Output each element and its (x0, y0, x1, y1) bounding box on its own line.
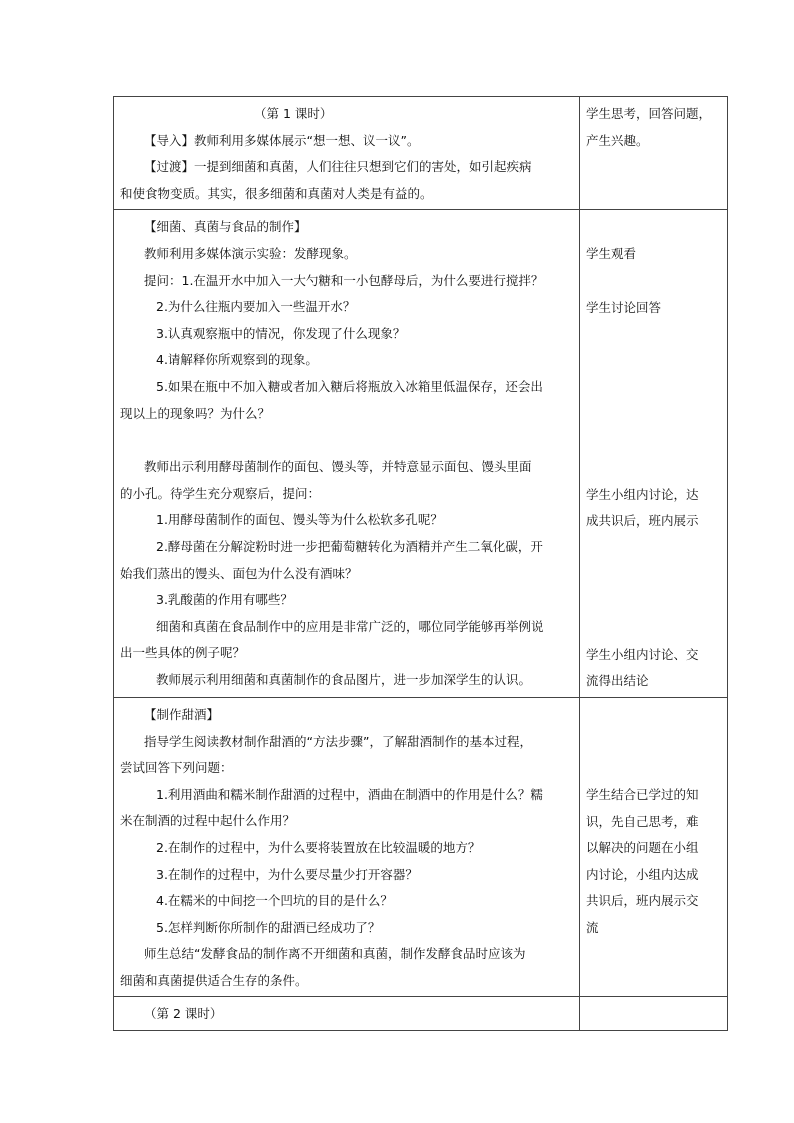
text-line: 现以上的现象吗？为什么？ (120, 405, 271, 421)
text-line: 【过渡】一提到细菌和真菌，人们往往只想到它们的害处，如引起疾病 (144, 159, 532, 175)
text-line: 教师展示利用细菌和真菌制作的食品图片，进一步加深学生的认识。 (156, 671, 532, 687)
section-heading: 【制作甜酒】 (144, 706, 220, 722)
text-line: 尝试回答下列问题： (120, 760, 233, 776)
blank-line (586, 268, 722, 295)
student-activity-cell (580, 697, 728, 997)
text-line: 学生结合已学过的知 (586, 786, 699, 802)
text-line: 学生小组内讨论、交 (586, 646, 699, 662)
text-line: 学生小组内讨论，达 (586, 486, 699, 502)
text-line: 师生总结“发酵食品的制作离不开细菌和真菌，制作发酵食品时应该为 (144, 946, 526, 962)
lesson-plan-table (113, 96, 728, 1031)
text-line: 5.怎样判断你所制作的甜酒已经成功了？ (156, 919, 381, 935)
text-line: 5.如果在瓶中不加入糖或者加入糖后将瓶放入冰箱里低温保存，还会出 (156, 378, 543, 394)
text-line: 4.在糯米的中间挖一个凹坑的目的是什么？ (156, 893, 393, 909)
text-line: 学生讨论回答 (586, 299, 662, 315)
text-line: 提问：1.在温开水中加入一大勺糖和一小包酵母后，为什么要进行搅拌？ (144, 272, 544, 288)
section-heading: 【细菌、真菌与食品的制作】 (144, 219, 307, 235)
table-row (114, 97, 728, 210)
teacher-activity-cell (114, 210, 580, 698)
text-line: 教师利用多媒体演示实验：发酵现象。 (144, 245, 357, 261)
text-line: 2.为什么往瓶内要加入一些温开水？ (156, 299, 356, 315)
table-row (114, 997, 728, 1031)
text-line: 教师出示利用酵母菌制作的面包、馒头等，并特意显示面包、馒头里面 (144, 459, 532, 475)
blank-line (120, 427, 573, 454)
text-line: 4.请解释你所观察到的现象。 (156, 352, 318, 368)
text-line: 产生兴趣。 (586, 132, 649, 148)
text-line: 1.利用酒曲和糯米制作甜酒的过程中，酒曲在制酒中的作用是什么？糯 (156, 786, 543, 802)
student-activity-cell (580, 210, 728, 698)
text-line: 学生思考，回答问题， (586, 106, 712, 121)
text-line: 流得出结论 (586, 673, 649, 689)
blank-line (586, 214, 722, 241)
text-line: 的小孔。待学生充分观察后，提问： (120, 485, 321, 501)
text-line: 指导学生阅读教材制作甜酒的“方法步骤”，了解甜酒制作的基本过程， (144, 733, 532, 749)
table-row (114, 210, 728, 698)
teacher-activity-cell (114, 997, 580, 1031)
text-line: 2.在制作的过程中，为什么要将装置放在比较温暖的地方？ (156, 839, 481, 855)
teacher-activity-cell (114, 97, 580, 210)
text-line: 和使食物变质。其实，很多细菌和真菌对人类是有益的。 (120, 185, 433, 201)
text-line: 3.认真观察瓶中的情况，你发现了什么现象？ (156, 325, 406, 341)
text-line: 出一些具体的例子呢？ (120, 645, 246, 661)
student-activity-cell (580, 97, 728, 210)
text-line: 【导入】教师利用多媒体展示“想一想、议一议”。 (144, 132, 420, 148)
table-row (114, 697, 728, 997)
text-line: 3.在制作的过程中，为什么要尽量少打开容器？ (156, 866, 418, 882)
text-line: 流 (586, 919, 599, 935)
text-line: 2.酵母菌在分解淀粉时进一步把葡萄糖转化为酒精并产生二氧化碳，开 (156, 538, 543, 554)
teacher-activity-cell (114, 697, 580, 997)
text-line: 以解决的问题在小组 (586, 840, 699, 856)
text-line: 细菌和真菌提供适合生存的条件。 (120, 972, 308, 988)
text-line: 内讨论，小组内达成 (586, 866, 699, 882)
text-line: 米在制酒的过程中起什么作用？ (120, 813, 296, 829)
text-line: 共识后，班内展示交 (586, 893, 699, 909)
text-line: 细菌和真菌在食品制作中的应用是非常广泛的，哪位同学能够再举例说 (156, 618, 544, 634)
text-line: 成共识后，班内展示 (586, 513, 699, 529)
blank-line (586, 615, 722, 642)
blank-line (586, 535, 722, 615)
text-line: 识，先自己思考，难 (586, 813, 699, 829)
blank-line (586, 322, 722, 402)
student-activity-cell (580, 997, 728, 1031)
text-line: 学生观看 (586, 246, 637, 262)
blank-line (586, 702, 722, 782)
text-line: 1.用酵母菌制作的面包、馒头等为什么松软多孔呢？ (156, 512, 443, 528)
period-heading: （第 2 课时） (144, 1006, 223, 1022)
text-line: 始我们蒸出的馒头、面包为什么没有酒味？ (120, 565, 358, 581)
period-heading: （第 1 课时） (254, 106, 333, 121)
blank-line (586, 402, 722, 482)
text-line: 3.乳酸菌的作用有哪些？ (156, 592, 293, 608)
